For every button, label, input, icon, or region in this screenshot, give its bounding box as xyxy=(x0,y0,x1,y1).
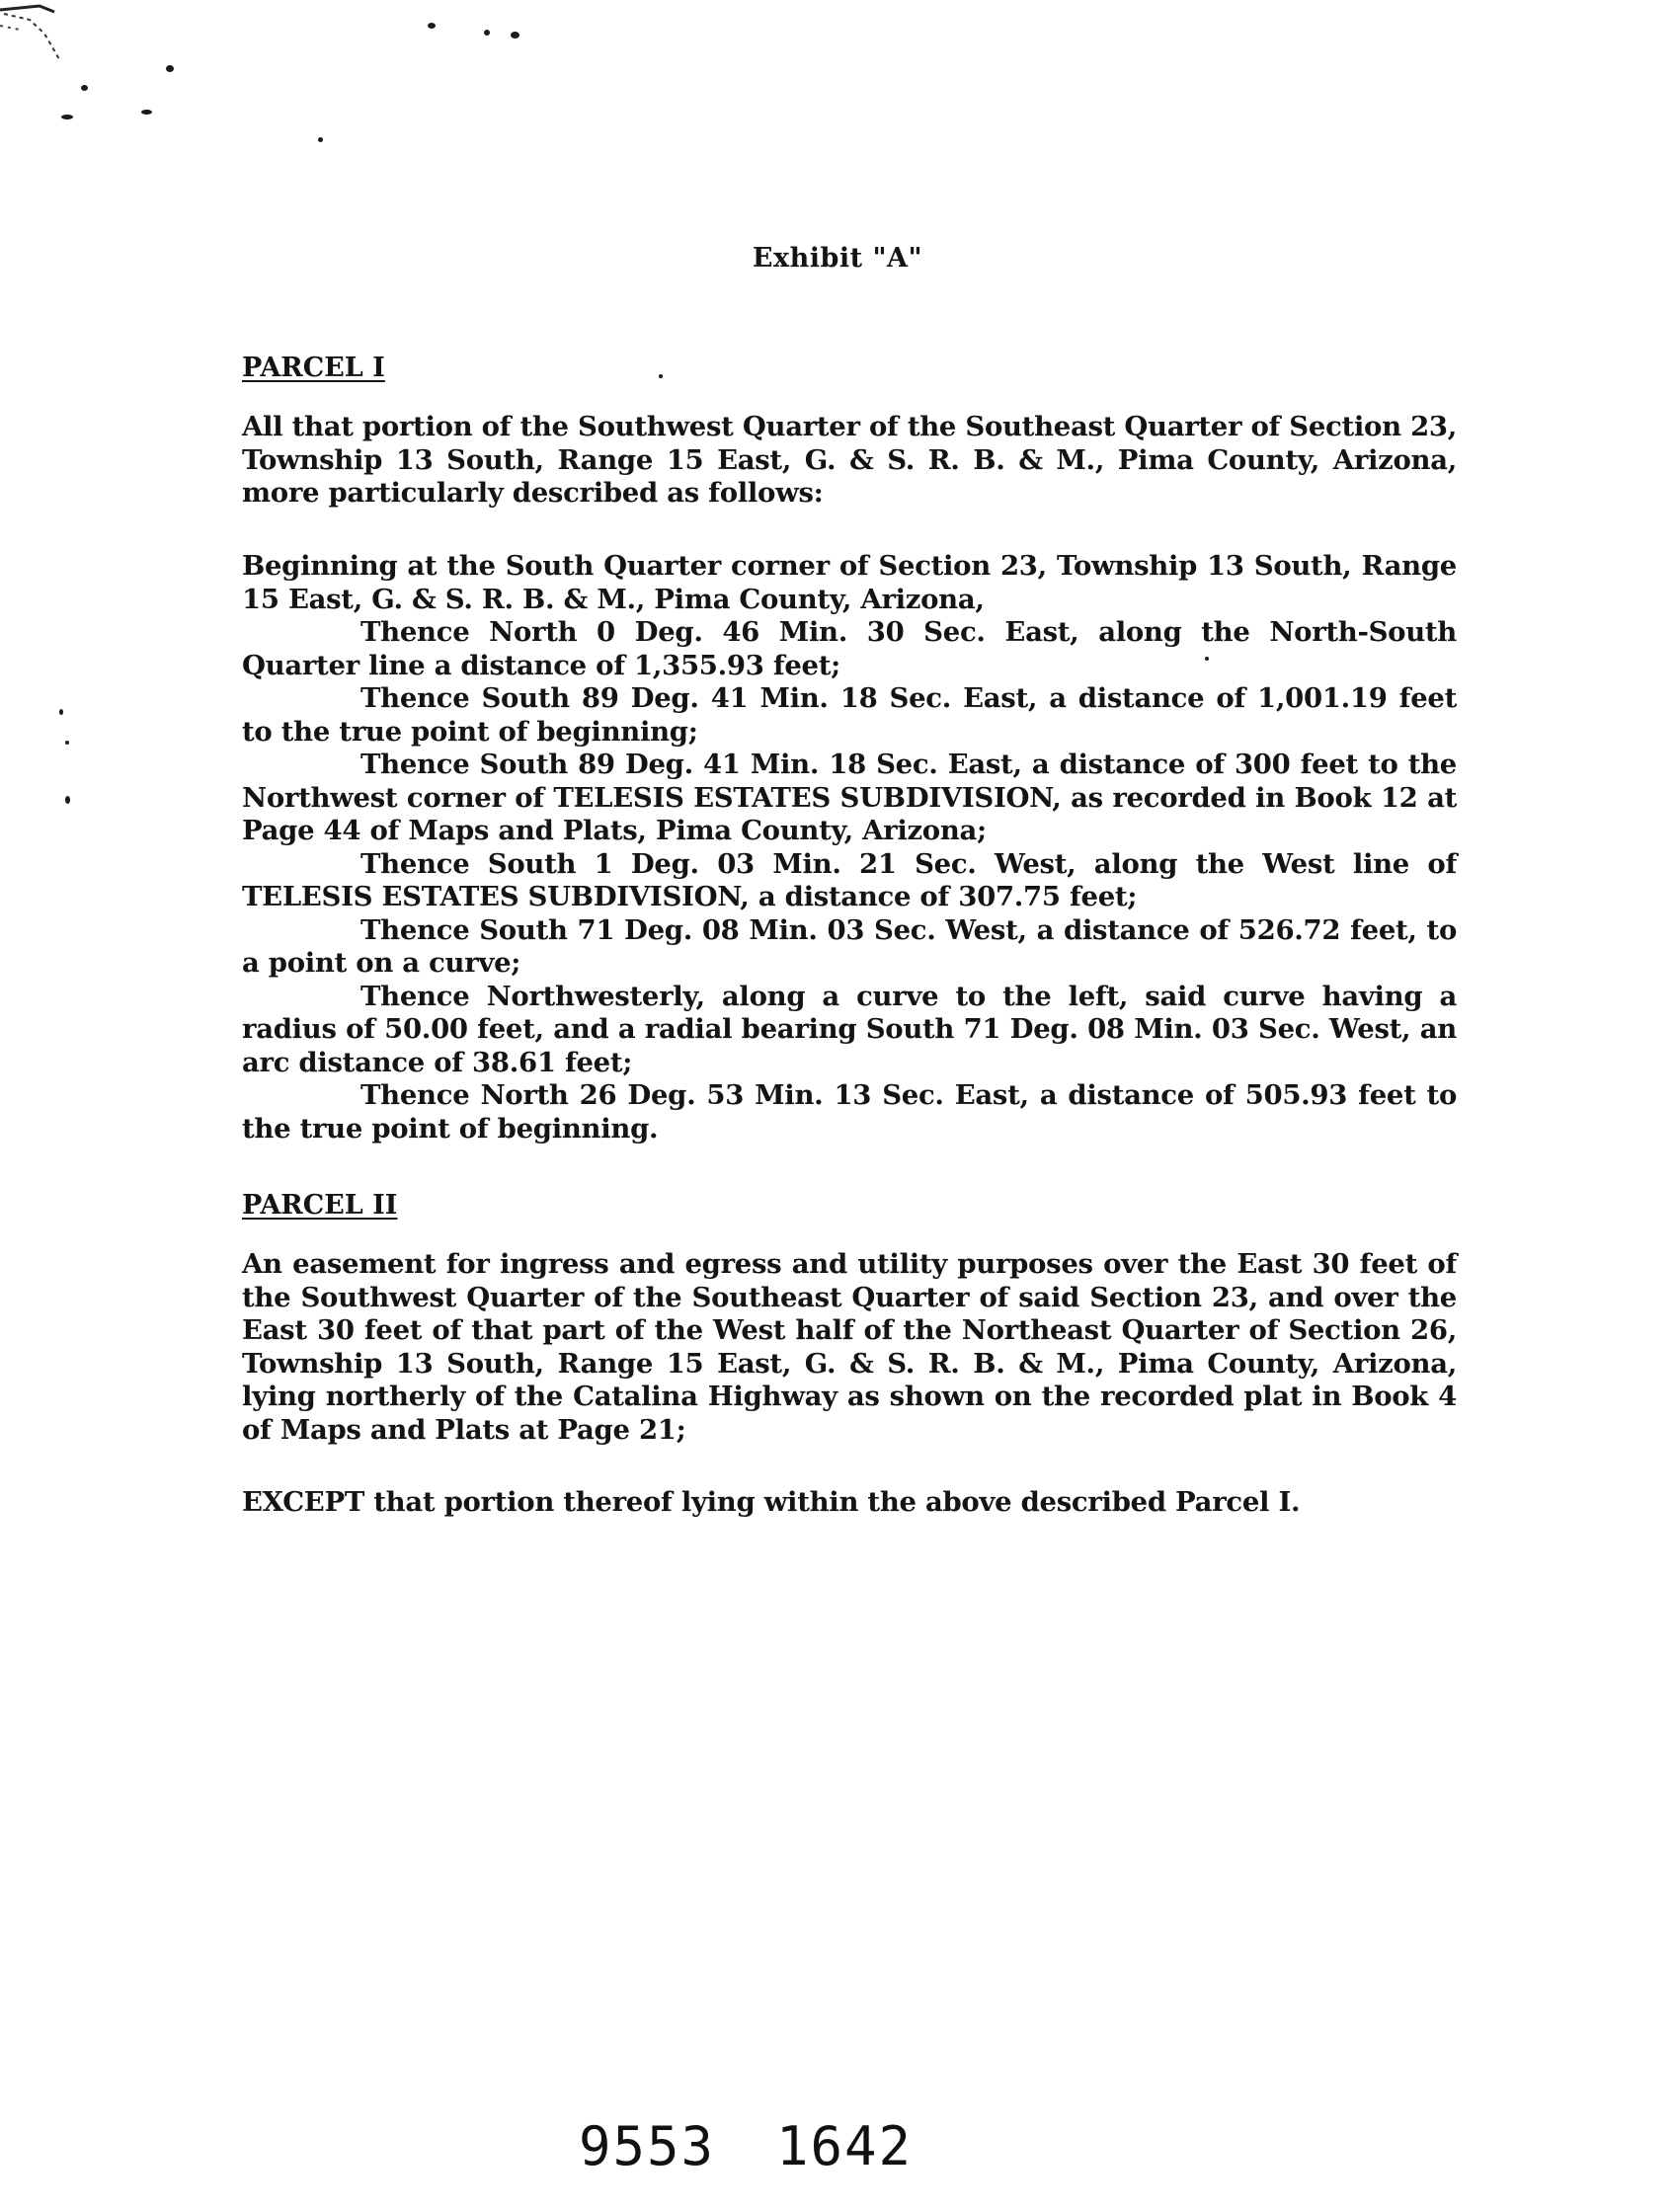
parcel-one-course: Thence South 89 Deg. 41 Min. 18 Sec. East, a distance of 1,001.19 feet to the true point of beginning; xyxy=(242,682,1457,748)
scan-speck xyxy=(659,374,663,378)
parcel-one-course: Thence North 26 Deg. 53 Min. 13 Sec. East, a distance of 505.93 feet to the true point of beginning. xyxy=(242,1079,1457,1145)
scan-speck xyxy=(65,741,69,745)
exhibit-title: Exhibit "A" xyxy=(752,243,923,274)
parcel-one-beginning: Beginning at the South Quarter corner of Section 23, Township 13 South, Range 15 East, G. & S. R. B. & M., Pima County, Arizona, xyxy=(242,550,1457,615)
scan-speck xyxy=(318,137,323,142)
parcel-two-easement xyxy=(242,1248,1457,1447)
parcel-one-course: Thence South 89 Deg. 41 Min. 18 Sec. East, a distance of 300 feet to the Northwest corner of TELESIS ESTATES SUBDIVISION, as recorded in Book 12 at Page 44 of Maps and Plats, Pima County, Arizona; xyxy=(242,749,1457,846)
scan-speck xyxy=(65,796,70,804)
scan-speck xyxy=(484,30,490,36)
scan-speck xyxy=(428,23,436,29)
parcel-one-course: Thence South 71 Deg. 08 Min. 03 Sec. West, a distance of 526.72 feet, to a point on a curve; xyxy=(242,913,1457,979)
parcel-two-exception xyxy=(242,1486,1457,1520)
parcel-one-intro-text: All that portion of the Southwest Quarter of the Southeast Quarter of Section 23, Township 13 South, Range 15 East, G. & S. R. B. & M., Pima County, Arizona, more particularly described as follows: xyxy=(242,411,1458,509)
scan-speck xyxy=(61,115,73,119)
parcel-one-course: Thence Northwesterly, along a curve to the left, said curve having a radius of 50.00 feet, and a radial bearing South 71 Deg. 08 Min. 03 Sec. West, an arc distance of 38.61 feet; xyxy=(242,980,1457,1078)
parcel-one-heading: PARCEL I xyxy=(242,353,385,383)
parcel-two-exception-text: EXCEPT that portion thereof lying within the above described Parcel I. xyxy=(242,1486,1301,1518)
docket-number: 9553 xyxy=(579,2115,716,2177)
scan-speck xyxy=(166,65,174,72)
parcel-two-heading: PARCEL II xyxy=(242,1190,398,1221)
scan-speck xyxy=(81,85,88,91)
scan-speck xyxy=(141,110,152,115)
scan-speck xyxy=(511,32,519,39)
parcel-one-intro xyxy=(242,411,1457,511)
scan-speck xyxy=(59,709,63,715)
scan-corner-mark xyxy=(0,0,69,69)
parcel-one-course: Thence North 0 Deg. 46 Min. 30 Sec. East, along the North-South Quarter line a distance of 1,355.93 feet; xyxy=(242,616,1457,681)
page-number: 1642 xyxy=(776,2115,914,2177)
parcel-two-easement-text: An easement for ingress and egress and utility purposes over the East 30 feet of the Southwest Quarter of the Southeast Quarter of said Section 23, and over the East 30 feet of that part of the West half of the Northeast Quarter of Section 26, Township 13 South, Range 15 East, G. & S. R. B. & M., Pima County, Arizona, lying northerly of the Catalina Highway as shown on the recorded plat in Book 4 of Maps and Plats at Page 21; xyxy=(242,1248,1457,1446)
parcel-one-course: Thence South 1 Deg. 03 Min. 21 Sec. West, along the West line of TELESIS ESTATES SUBDIVISION, a distance of 307.75 feet; xyxy=(242,847,1457,912)
parcel-one-legal-description xyxy=(242,550,1457,1146)
